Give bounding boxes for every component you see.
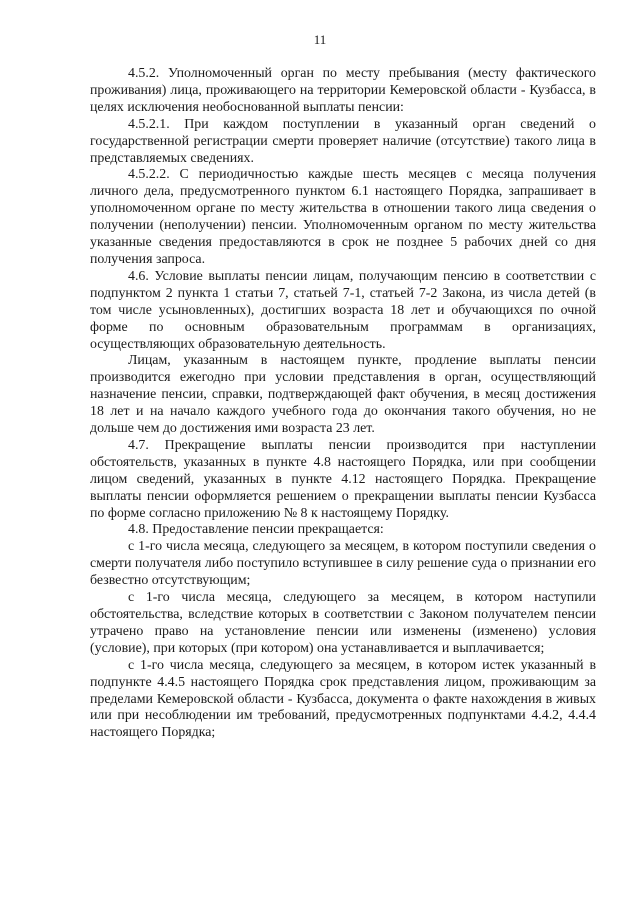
paragraph-4-5-2: 4.5.2. Уполномоченный орган по месту пребывания (месту фактического проживания) лица, проживающего на территории Кемеровской области - Кузбасса, в целях исключения необоснованной выплаты пенсии: <box>90 66 596 115</box>
paragraph-4-5-2-2: 4.5.2.2. С периодичностью каждые шесть месяцев с месяца получения личного дела, предусмотренного пунктом 6.1 настоящего Порядка, запрашивает в уполномоченном органе по месту жительства в отношении такого лица сведения о получении (неполучении) пенсии. Уполномоченным органом по месту жительства указанные сведения предоставляются в срок не позднее 5 рабочих дней со дня получения запроса. <box>90 167 596 267</box>
list-item-document-deadline: с 1-го числа месяца, следующего за месяцем, в котором истек указанный в подпункте 4.4.5 настоящего Порядка срок представления лицом, проживающим за пределами Кемеровской области - Кузбасса, документа о факте нахождения в живых или при несоблюдении им требований, предусмотренных подпунктами 4.4.2, 4.4.4 настоящего Порядка; <box>90 657 596 741</box>
paragraph-4-5-2-1: 4.5.2.1. При каждом поступлении в указанный орган сведений о государственной регистрации смерти проверяет наличие (отсутствие) такого лица в представляемых сведениях. <box>90 116 596 166</box>
list-item-death: с 1-го числа месяца, следующего за месяцем, в котором поступили сведения о смерти получателя либо поступило вступившее в силу решение суда о признании его безвестно отсутствующим; <box>90 539 596 589</box>
document-body <box>90 66 596 742</box>
paragraph-4-6-extension: Лицам, указанным в настоящем пункте, продление выплаты пенсии производится ежегодно при условии представления в орган, осуществляющий назначение пенсии, справки, подтверждающей факт обучения, в месяц достижения 18 лет и на начало каждого учебного года до окончания такого обучения, но не дольше чем до достижения ими возраста 23 лет. <box>90 353 596 437</box>
page-number: 11 <box>313 32 327 47</box>
list-item-loss-of-right: с 1-го числа месяца, следующего за месяцем, в котором наступили обстоятельства, вследствие которых в соответствии с Законом получателем пенсии утрачено право на установление пенсии или изменены (изменено) условия (условие), при которых (при котором) она устанавливается и выплачивается; <box>90 590 596 656</box>
paragraph-4-6: 4.6. Условие выплаты пенсии лицам, получающим пенсию в соответствии с подпунктом 2 пункта 1 статьи 7, статьей 7-1, статьей 7-2 Закона, из числа детей (в том числе усыновленных), достигших возраста 18 лет и обучающихся по очной форме по основным образовательным программам в организациях, осуществляющих образовательную деятельность. <box>90 268 596 352</box>
paragraph-4-8: 4.8. Предоставление пенсии прекращается: <box>128 522 384 538</box>
paragraph-4-7: 4.7. Прекращение выплаты пенсии производится при наступлении обстоятельств, указанных в пункте 4.8 настоящего Порядка, или при сообщении лицом сведений, указанных в пункте 4.12 настоящего Порядка. Прекращение выплаты пенсии оформляется решением о прекращении выплаты пенсии Кузбасса по форме согласно приложению № 8 к настоящему Порядку. <box>90 437 596 521</box>
